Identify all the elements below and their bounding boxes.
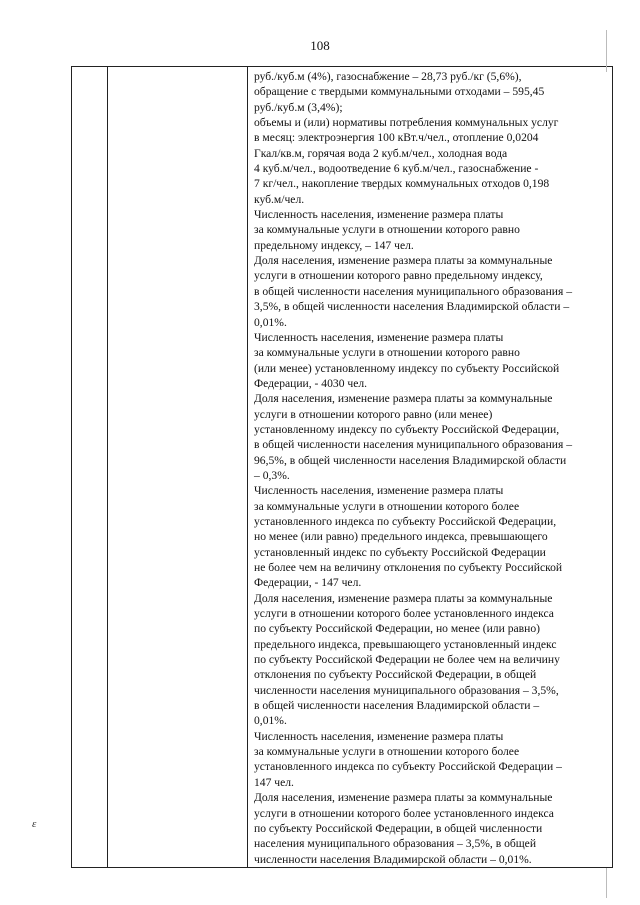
text-line: за коммунальные услуги в отношении которого более [254,499,520,513]
table-row [72,67,613,868]
text-line: 3,5%, в общей численности населения Владимирской области – [254,300,570,314]
text-line: установленный индекс по субъекту Российской Федерации [254,545,546,559]
text-line: населения муниципального образования – 3,5%, в общей [254,837,537,851]
text-line: Численность населения, изменение размера платы [254,484,504,498]
text-line: численности населения Владимирской области – 0,01%. [254,852,532,866]
page-number: 108 [310,38,330,53]
text-line: в общей численности населения Владимирской области – [254,699,540,713]
text-line: куб.м/чел. [254,192,305,206]
scan-edge-mark [606,30,607,72]
text-line: услуги в отношении которого более установленного индекса [254,607,554,621]
document-table [71,66,613,868]
margin-mark: ε [32,818,37,830]
text-line: Доля населения, изменение размера платы за коммунальные [254,392,553,406]
text-line: 96,5%, в общей численности населения Владимирской области [254,453,567,467]
table-cell-number [72,67,108,868]
text-line: по субъекту Российской Федерации, но менее (или равно) [254,622,540,636]
text-line: в общей численности населения муниципального образования – [254,284,573,298]
text-line: руб./куб.м (4%), газоснабжение – 28,73 руб./кг (5,6%), [254,70,522,83]
table-cell-description [248,67,613,868]
text-line: Федерации, - 147 чел. [254,576,362,590]
text-line: за коммунальные услуги в отношении которого более [254,745,520,759]
scan-edge-mark [606,868,607,898]
text-line: обращение с твердыми коммунальными отходами – 595,45 [254,85,545,99]
text-line: услуги в отношении которого более установленного индекса [254,806,554,820]
text-line: по субъекту Российской Федерации, в общей численности [254,821,543,835]
text-line: объемы и (или) нормативы потребления коммунальных услуг [254,116,559,130]
text-line: Доля населения, изменение размера платы за коммунальные [254,791,553,805]
text-line: 4 куб.м/чел., водоотведение 6 куб.м/чел., газоснабжение - [254,162,539,176]
text-line: установленного индекса по субъекту Российской Федерации – [254,760,562,774]
text-line: отклонения по субъекту Российской Федерации, в общей [254,668,537,682]
text-line: по субъекту Российской Федерации не более чем на величину [254,653,560,667]
text-line: 147 чел. [254,775,294,789]
text-line: (или менее) установленному индексу по субъекту Российской [254,361,560,375]
text-line: Доля населения, изменение размера платы за коммунальные [254,254,553,268]
text-line: 0,01%. [254,315,287,329]
text-line: Численность населения, изменение размера платы [254,330,504,344]
text-line: в общей численности населения муниципального образования – [254,438,573,452]
table-cell-name [108,67,248,868]
text-line: Гкал/кв.м, горячая вода 2 куб.м/чел., холодная вода [254,146,508,160]
text-line: предельному индексу, – 147 чел. [254,238,414,252]
text-line: 0,01%. [254,714,287,728]
text-line: не более чем на величину отклонения по субъекту Российской [254,561,563,574]
text-line: услуги в отношении которого равно предельному индексу, [254,269,543,283]
text-line: Федерации, - 4030 чел. [254,376,368,390]
text-line: установленному индексу по субъекту Российской Федерации, [254,422,560,436]
text-line: – 0,3%. [254,468,290,482]
text-line: руб./куб.м (3,4%); [254,100,343,114]
text-line: Численность населения, изменение размера платы [254,729,504,743]
text-line: Доля населения, изменение размера платы за коммунальные [254,591,553,605]
text-line: 7 кг/чел., накопление твердых коммунальных отходов 0,198 [254,177,550,191]
text-line: Численность населения, изменение размера платы [254,208,504,222]
text-line: предельного индекса, превышающего установленный индекс [254,637,557,651]
text-line: численности населения муниципального образования – 3,5%, [254,683,559,697]
text-line: за коммунальные услуги в отношении которого равно [254,346,520,360]
text-line: в месяц: электроэнергия 100 кВт.ч/чел., отопление 0,0204 [254,131,539,145]
text-line: за коммунальные услуги в отношении которого равно [254,223,520,237]
text-line: услуги в отношении которого равно (или менее) [254,407,493,421]
text-line: установленного индекса по субъекту Российской Федерации, [254,514,557,528]
description-text [248,67,612,867]
text-line: но менее (или равно) предельного индекса, превышающего [254,530,548,544]
